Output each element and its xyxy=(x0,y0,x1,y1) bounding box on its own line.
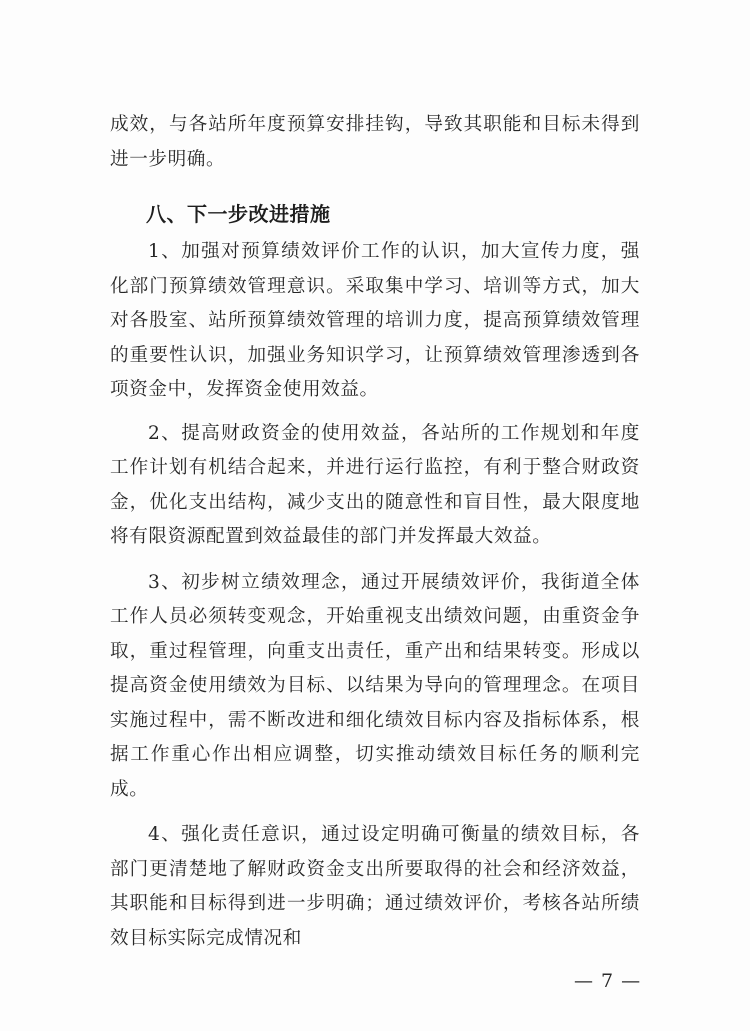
page-number: — 7 — xyxy=(574,970,642,992)
measure-paragraph-3: 3、初步树立绩效理念，通过开展绩效评价，我街道全体工作人员必须转变观念，开始重视支出绩效问题，由重资金争取，重过程管理，向重支出责任，重产出和结果转变。形成以提高资金使用绩效为目标、以结果为导向的管理理念。在项目实施过程中，需不断改进和细化绩效目标内容及指标体系，根据工作重心作出相应调整，切实推动绩效目标任务的顺利完成。 xyxy=(110,571,640,800)
intro-continuation-paragraph: 成效，与各站所年度预算安排挂钩，导致其职能和目标未得到进一步明确。 xyxy=(110,114,640,170)
measure-paragraph-4: 4、强化责任意识，通过设定明确可衡量的绩效目标，各部门更清楚地了解财政资金支出所要取得的社会和经济效益，其职能和目标得到进一步明确；通过绩效评价，考核各站所绩效目标实际完成情况和 xyxy=(110,824,640,949)
measure-paragraph-1: 1、加强对预算绩效评价工作的认识，加大宣传力度，强化部门预算绩效管理意识。采取集中学习、培训等方式，加大对各股室、站所预算绩效管理的培训力度，提高预算绩效管理的重要性认识，加强业务知识学习，让预算绩效管理渗透到各项资金中，发挥资金使用效益。 xyxy=(110,241,640,400)
section-heading: 八、下一步改进措施 xyxy=(146,202,331,226)
measure-paragraph-2: 2、提高财政资金的使用效益，各站所的工作规划和年度工作计划有机结合起来，并进行运行监控，有利于整合财政资金，优化支出结构，减少支出的随意性和盲目性，最大限度地将有限资源配置到效益最佳的部门并发挥最大效益。 xyxy=(110,422,640,547)
document-body xyxy=(110,108,640,956)
